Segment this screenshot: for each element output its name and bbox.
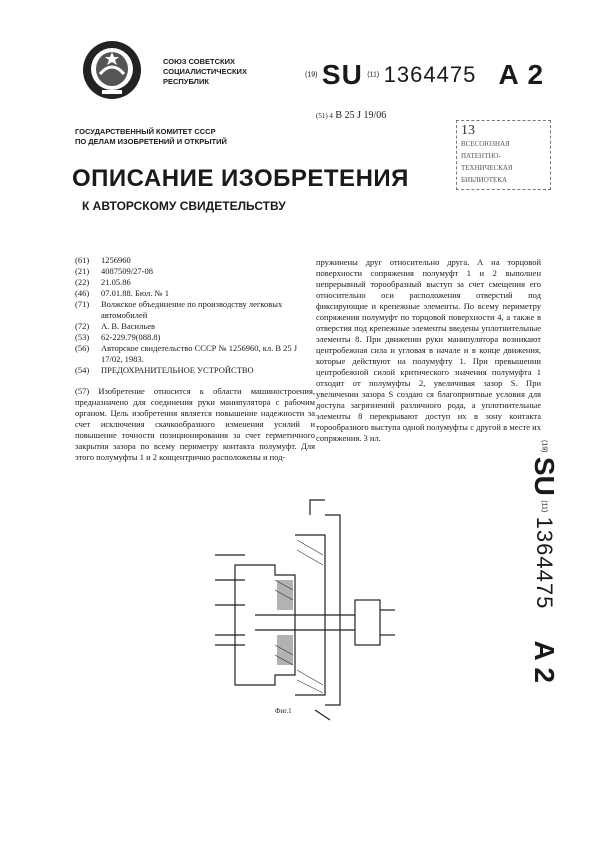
page-title: ОПИСАНИЕ ИЗОБРЕТЕНИЯ xyxy=(72,165,409,192)
biblio-row: (56) Авторское свидетельство СССР № 1256960, кл. B 25 J 17/02, 1983. xyxy=(75,343,298,364)
biblio-row: (53) 62-229.79(088.8) xyxy=(75,332,161,342)
device-drawing xyxy=(215,495,410,725)
abstract-column-2: пружинены друг относительно друга. А на торцовой поверхности сопряжения полумуфт 1 и 2 выполнен непрерывный торообразный выступ за счет смещения его относительно оси расположения отверстий под фиксирующие и крепежные элементы. По всему периметру сопряжения полумуфт по торцовой поверхности 4, а также в отверстия под крепежные элементы введены уплотнительные элементы 8. При движении руки манипулятора возникают центробежная сила и угловая в начале и в конце движения, которые действуют на полумуфту 1. При превышении центробежной силой критического значения полумуфта 1 отходит от полумуфты 2, увеличивая зазор S. При увеличении зазора S создаю ся благоприятные условия для доступа загрязнений различного рода, а уплотнительные элементы 8 перекрывают доступ их в зону контакта торообразного выступа одной полумуфты с другой в месте их сопряжения. 3 ил. xyxy=(316,257,541,443)
figure-caption: Фиг.1 xyxy=(275,707,292,715)
library-stamp: 13 ВСЕСОЮЗНАЯ ПАТЕНТНО- ТЕХНИЧЕСКАЯ БИБЛИОТЕКА xyxy=(456,120,551,190)
ipc-classification: (51) 4 B 25 J 19/06 xyxy=(316,110,387,121)
biblio-row: (71) Волжское объединение по производству легковых автомобилей xyxy=(75,299,283,320)
ussr-emblem-icon xyxy=(80,38,144,102)
page-subtitle: К АВТОРСКОМУ СВИДЕТЕЛЬСТВУ xyxy=(82,199,286,213)
biblio-row: (21) 4087509/27-08 xyxy=(75,266,153,276)
committee-label: ГОСУДАРСТВЕННЫЙ КОМИТЕТ СССР ПО ДЕЛАМ ИЗОБРЕТЕНИЙ И ОТКРЫТИЙ xyxy=(75,127,227,146)
biblio-row: (46) 07.01.88. Бюл. № 1 xyxy=(75,288,169,298)
document-number: (19) SU (11) 1364475 A 2 xyxy=(305,59,545,90)
biblio-row: (72) А. В. Васильев xyxy=(75,321,155,331)
bibliographic-data xyxy=(75,255,315,376)
biblio-row: (54) ПРЕДОХРАНИТЕЛЬНОЕ УСТРОЙСТВО xyxy=(75,365,254,375)
ussr-label: СОЮЗ СОВЕТСКИХ СОЦИАЛИСТИЧЕСКИХ РЕСПУБЛИК xyxy=(163,57,247,86)
abstract-column-1: (57) Изобретение относится к области машиностроения, предназначено для соединения руки манипулятора с рабочим органом. Цель изобретения является повышение надежности за счет исключения скачкообразного изменения усилий и повышение точности позиционирования за счет герметичного закрытия зазора по всему периметру контакта полумуфт. Для этого полумуфты 1 и 2 концентрично расположены и под- xyxy=(75,386,315,462)
biblio-row: (61) 1256960 xyxy=(75,255,131,265)
biblio-row: (22) 21.05.86 xyxy=(75,277,131,287)
